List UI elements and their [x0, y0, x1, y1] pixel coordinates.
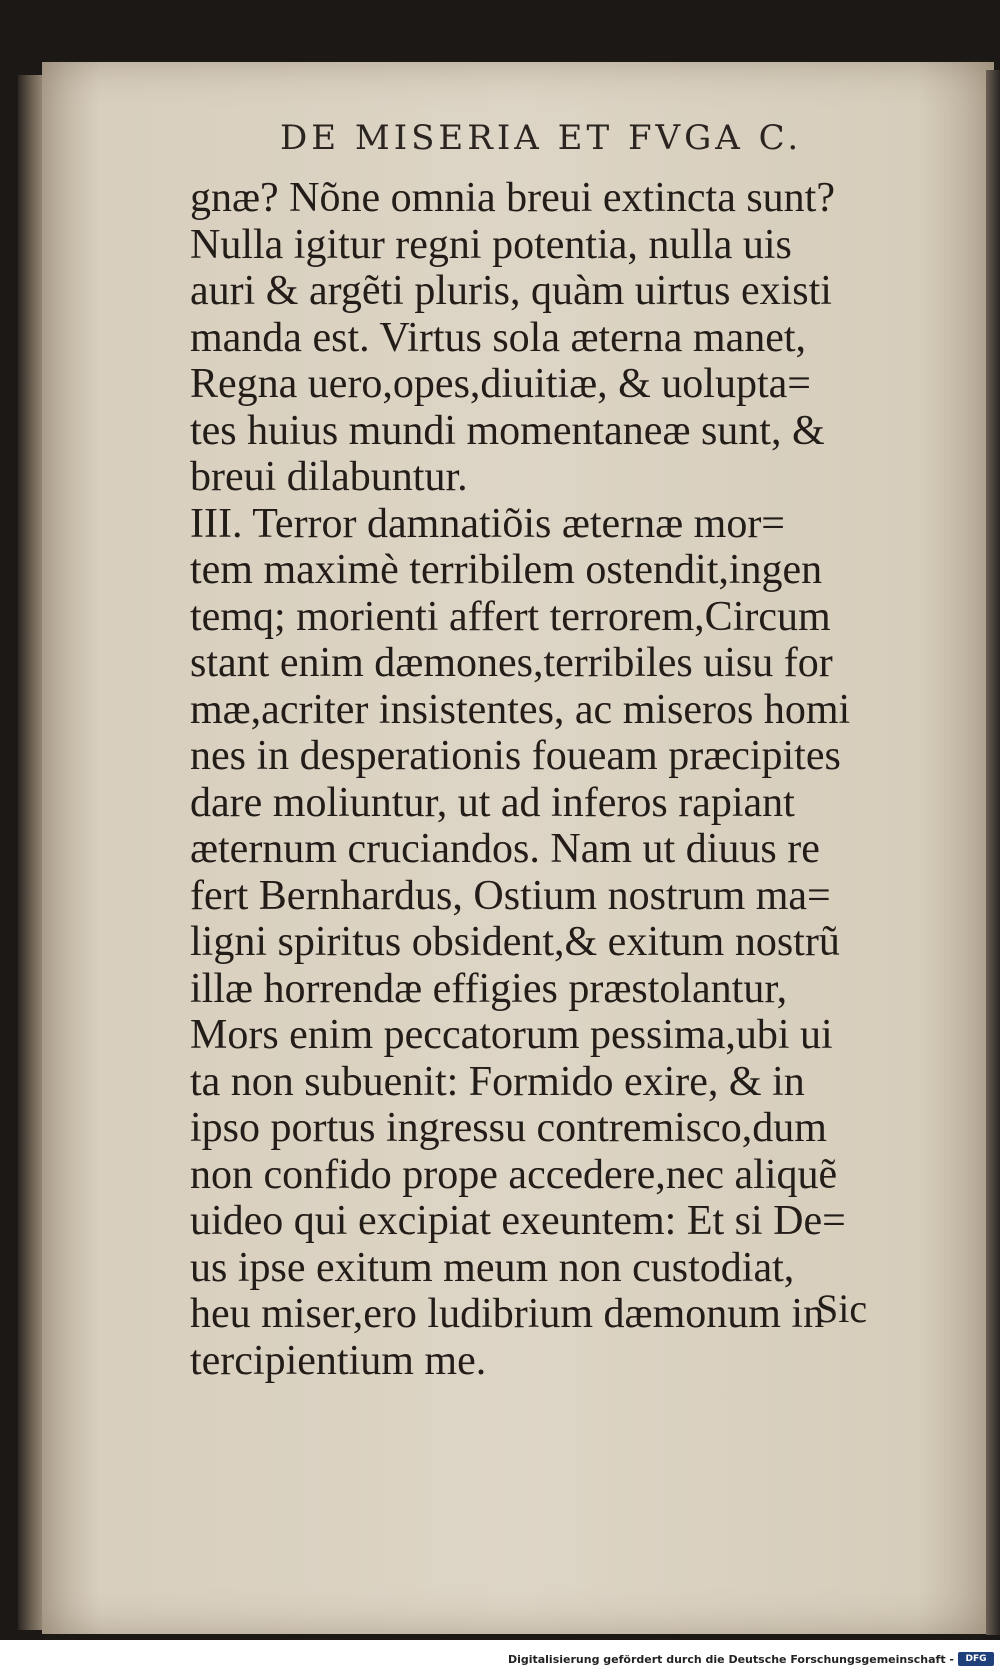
text-line: ta non subuenit: Formido exire, & in [190, 1058, 805, 1105]
digitization-footer [0, 1640, 1000, 1672]
text-line: Nulla igitur regni potentia, nulla uis [190, 221, 792, 268]
text-line: nes in desperationis foueam præcipites [190, 733, 841, 779]
text-line: Regna uero,opes,diuitiæ, & uolupta= [190, 361, 811, 407]
catchword: Sic [816, 1286, 868, 1331]
text-line: tes huius mundi momentaneæ sunt, & [190, 407, 825, 454]
text-line: illæ horrendæ effigies præstolantur, [190, 965, 788, 1012]
text-line: dare moliuntur, ut ad inferos rapiant [190, 779, 795, 826]
text-line: temq; morienti affert terrorem,Circum [190, 593, 831, 640]
text-line: Mors enim peccatorum pessima,ubi ui [190, 1012, 833, 1058]
text-line: stant enim dæmones,terribiles uisu for [190, 640, 833, 686]
text-line: us ipse exitum meum non custodiat, [190, 1244, 795, 1291]
text-line: mæ,acriter insistentes, ac miseros homi [190, 686, 851, 733]
text-line: III. Terror damnatiõis æternæ mor= [190, 500, 785, 547]
right-page-edge [986, 70, 1000, 1635]
text-line: breui dilabuntur. [190, 454, 468, 500]
text-line: manda est. Virtus sola æterna manet, [190, 314, 807, 361]
text-line: tem maximè terribilem ostendit,ingen [190, 547, 823, 593]
text-line: auri & argẽti pluris, quàm uirtus existi [190, 268, 832, 314]
text-line: non confido prope accedere,nec aliquẽ [190, 1151, 838, 1198]
text-line: ligni spiritus obsident,& exitum nostrũ [190, 919, 840, 965]
running-header: DE MISERIA ET FVGA C. [280, 118, 803, 158]
text-line: ipso portus ingressu contremisco,dum [190, 1105, 827, 1151]
text-line: uideo qui excipiat exeuntem: Et si De= [190, 1198, 846, 1244]
body-text [190, 175, 910, 1384]
dfg-logo-icon[interactable]: DFG [958, 1652, 994, 1666]
text-line: æternum cruciandos. Nam ut diuus re [190, 826, 820, 872]
text-line: tercipientium me. [190, 1337, 487, 1384]
text-line: gnæ? Nõne omnia breui extincta sunt? [190, 175, 835, 221]
text-line: heu miser,ero ludibrium dæmonum in [190, 1291, 825, 1337]
funding-credit: Digitalisierung gefördert durch die Deutsche Forschungsgemeinschaft - [507, 1653, 954, 1666]
text-line: fert Bernhardus, Ostium nostrum ma= [190, 872, 831, 919]
